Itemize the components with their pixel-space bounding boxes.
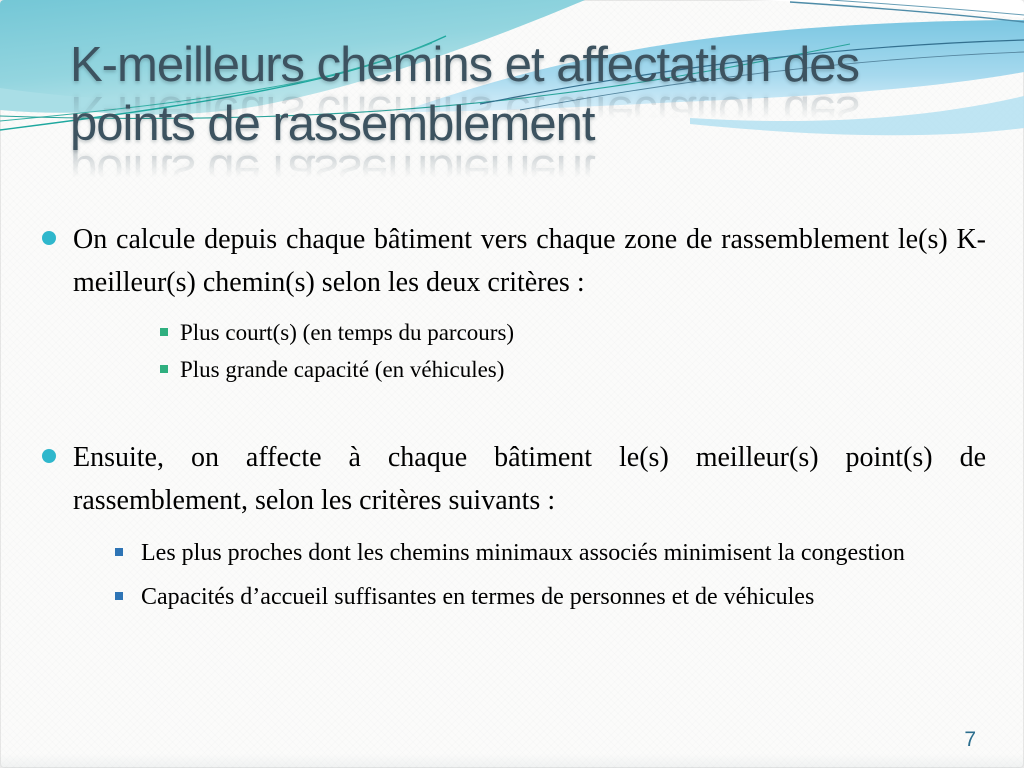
sub-item-1a	[160, 316, 986, 349]
square-bullet-icon	[160, 365, 168, 373]
slide-title-line-1: K-meilleurs chemins et affectation des	[70, 38, 860, 92]
sub-list-2	[115, 536, 986, 614]
page-number: 7	[964, 728, 976, 751]
square-bullet-icon	[160, 328, 168, 336]
bullet-2-text: Ensuite, on affecte à chaque bâtiment le(s) meilleur(s) point(s) de rassemblement, selon les critères suivants :	[73, 442, 986, 516]
footer-fade	[0, 754, 1024, 768]
sub-item-1b	[160, 353, 986, 386]
bullet-item-1	[40, 218, 986, 304]
slide-title	[70, 36, 980, 154]
sub-item-1a-text: Plus court(s) (en temps du parcours)	[180, 320, 515, 345]
bullet-dot-icon	[42, 449, 56, 463]
square-bullet-icon	[115, 548, 123, 556]
bullet-1-text: On calcule depuis chaque bâtiment vers chaque zone de rassemblement le(s) K-meilleur(s) chemin(s) selon les deux critères :	[73, 224, 986, 298]
square-bullet-icon	[115, 592, 123, 600]
slide-body	[0, 218, 1024, 624]
sub-item-1b-text: Plus grande capacité (en véhicules)	[180, 357, 505, 382]
bullet-item-2	[40, 436, 986, 522]
sub-item-2a	[115, 536, 986, 570]
sub-item-2b	[115, 580, 986, 614]
sub-list-1	[160, 316, 986, 386]
bullet-dot-icon	[42, 231, 56, 245]
slide-title-line-2: points de rassemblement	[70, 97, 595, 151]
sub-item-2a-text: Les plus proches dont les chemins minimaux associés minimisent la congestion	[141, 540, 905, 566]
sub-item-2b-text: Capacités d’accueil suffisantes en termes de personnes et de véhicules	[141, 584, 815, 610]
